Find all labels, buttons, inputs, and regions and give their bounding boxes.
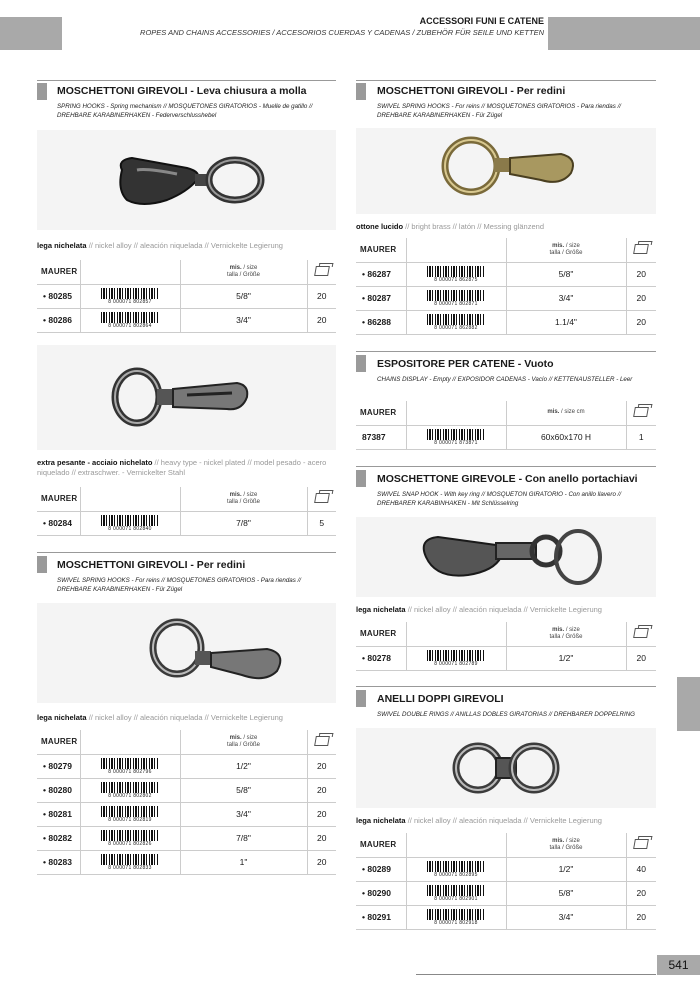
material-label [356,222,544,231]
size-header: mis. / size talla / Größe [506,238,626,262]
package-icon [307,730,336,754]
page-category-subtitle: ROPES AND CHAINS ACCESSORIES / ACCESORIOS CUERDAS Y CADENAS / ZUBEHÖR FÜR SEILE UND KETTEN [140,28,544,37]
material-name: ottone lucido [356,222,404,231]
table-row [356,646,656,670]
section-divider [37,552,336,553]
barcode: 8 000071 862875 [406,262,506,286]
brand-logo: MAURER [356,833,406,857]
section-description: CHAINS DISPLAY - Empty // EXPOSIDOR CADENAS - Vacío // KETTENAUSTELLER - Leer [377,376,633,383]
section-title: MOSCHETTONI GIREVOLI - Leva chiusura a molla [57,85,307,97]
material-translations: // heavy type - nickel plated // model pesado - acero niquelado // extraschwer. - Vernickelter Stahl [37,458,327,477]
product-code: • 80286 [37,308,80,332]
material-translations: // nickel alloy // aleación niquelada // Vernickelte Legierung [86,713,283,722]
header-right-bar [548,17,700,50]
package-icon [307,487,336,511]
pack-quantity: 20 [307,754,336,778]
size-header: mis. / size talla / Größe [180,487,307,511]
product-code: • 86287 [356,262,406,286]
section-marker [37,83,47,100]
product-size: 60x60x170 H [506,425,626,449]
product-table [356,833,656,930]
barcode: 8 000071 802833 [80,850,180,874]
size-header: mis. / size talla / Größe [506,833,626,857]
barcode: 8 000071 802840 [80,511,180,535]
table-row [37,778,336,802]
product-code: • 80281 [37,802,80,826]
pack-quantity: 20 [307,284,336,308]
pack-quantity: 20 [626,262,656,286]
material-name: lega nichelata [356,816,406,825]
product-size: 5/8" [506,881,626,905]
table-row [356,286,656,310]
product-size: 1.1/4" [506,310,626,334]
product-table [37,487,336,536]
product-code: • 80279 [37,754,80,778]
product-size: 7/8" [180,826,307,850]
brand-logo: MAURER [356,622,406,646]
table-row [37,308,336,332]
barcode: 8 000071 802901 [406,881,506,905]
table-row [356,857,656,881]
section-title: MOSCHETTONE GIREVOLE - Con anello portachiavi [377,473,638,485]
product-code: • 80282 [37,826,80,850]
section-marker [356,470,366,487]
material-name: lega nichelata [37,241,87,250]
page-category-title: ACCESSORI FUNI E CATENE [419,16,544,26]
product-code: • 80280 [37,778,80,802]
material-translations: // bright brass // latón // Messing glänzend [403,222,544,231]
table-row [37,826,336,850]
size-header: mis. / size cm [506,401,626,425]
brand-logo: MAURER [356,238,406,262]
product-code: • 80289 [356,857,406,881]
side-tab-marker [677,677,700,731]
product-photo-spring-hook [37,130,336,230]
barcode: 8 000071 802789 [406,646,506,670]
material-name: lega nichelata [356,605,406,614]
product-code: • 80278 [356,646,406,670]
table-row [356,905,656,929]
product-size: 1/2" [180,754,307,778]
material-name: lega nichelata [37,713,87,722]
section-description: SWIVEL SPRING HOOKS - For reins // MOSQUETONES GIRATORIOS - Para riendas // DREHBARE KARABINERHAKEN - Für Zügel [57,577,302,593]
barcode: 8 000071 802918 [406,905,506,929]
product-code: • 80283 [37,850,80,874]
product-code: • 80285 [37,284,80,308]
section-marker [356,690,366,707]
product-photo-key-ring-hook [356,517,656,597]
pack-quantity: 20 [307,802,336,826]
table-row [37,511,336,535]
table-row [356,310,656,334]
section-description: SPRING HOOKS - Spring mechanism // MOSQUETONES GIRATORIOS - Muelle de gatillo // DREHBARE KARABINERHAKEN - Federverschlusshebel [57,103,313,119]
pack-quantity: 20 [626,286,656,310]
section-divider [37,80,336,81]
section-title: ESPOSITORE PER CATENE - Vuoto [377,358,554,370]
size-header: mis. / size talla / Größe [180,730,307,754]
barcode: 8 000071 873871 [406,425,506,449]
section-title: MOSCHETTONI GIREVOLI - Per redini [57,559,246,571]
pack-quantity: 20 [307,850,336,874]
product-table [356,401,656,450]
product-table [356,622,656,671]
product-size: 5/8" [180,284,307,308]
table-row [356,262,656,286]
pack-quantity: 5 [307,511,336,535]
product-code: • 86288 [356,310,406,334]
barcode: 8 000071 802857 [80,284,180,308]
product-size: 1/2" [506,646,626,670]
pack-quantity: 20 [626,310,656,334]
product-photo-brass-hook [356,128,656,214]
size-header: mis. / size talla / Größe [180,260,307,284]
material-translations: // nickel alloy // aleación niquelada // Vernickelte Legierung [86,241,283,250]
package-icon [626,622,656,646]
pack-quantity: 20 [626,905,656,929]
page-number: 541 [657,955,700,975]
material-name: extra pesante - acciaio nichelato [37,458,153,467]
table-row [356,881,656,905]
product-size: 7/8" [180,511,307,535]
barcode: 8 000071 862882 [406,310,506,334]
package-icon [626,833,656,857]
barcode: 8 000071 802826 [80,826,180,850]
product-size: 1" [180,850,307,874]
product-size: 3/4" [506,286,626,310]
material-label [37,458,336,478]
material-label [356,605,602,614]
barcode: 8 000071 802895 [406,857,506,881]
section-description: SWIVEL DOUBLE RINGS // ANILLAS DOBLES GIRATORIAS // DREHBARER DOPPELRING [377,711,635,718]
product-code: • 80284 [37,511,80,535]
package-icon [307,260,336,284]
section-divider [356,686,656,687]
section-title: MOSCHETTONI GIREVOLI - Per redini [377,85,566,97]
section-description: SWIVEL SNAP HOOK - With key ring // MOSQUETON GIRATORIO - Con anillo llavero // DREHBARER KARABINHAKEN - Mit Schlüsselring [377,491,622,507]
product-code: • 80287 [356,286,406,310]
brand-logo: MAURER [37,730,80,754]
barcode: 8 000071 802802 [80,778,180,802]
product-size: 3/4" [506,905,626,929]
product-photo-rein-hook [37,603,336,703]
section-divider [356,466,656,467]
section-divider [356,351,656,352]
section-description: SWIVEL SPRING HOOKS - For reins // MOSQUETONES GIRATORIOS - Para riendas // DREHBARE KARABINERHAKEN - Für Zügel [377,103,622,119]
brand-logo: MAURER [37,260,80,284]
pack-quantity: 20 [307,778,336,802]
product-table [37,730,336,875]
material-label [37,713,283,722]
material-label [356,816,602,825]
footer-line [416,974,656,975]
product-photo-heavy-hook [37,345,336,450]
material-label [37,241,283,250]
section-marker [356,355,366,372]
barcode: 8 000071 802864 [80,308,180,332]
product-size: 3/4" [180,308,307,332]
pack-quantity: 20 [307,826,336,850]
pack-quantity: 20 [307,308,336,332]
header-left-bar [0,17,62,50]
product-code: • 80290 [356,881,406,905]
table-row [37,284,336,308]
brand-logo: MAURER [37,487,80,511]
barcode: 8 000071 802796 [80,754,180,778]
pack-quantity: 1 [626,425,656,449]
section-title: ANELLI DOPPI GIREVOLI [377,693,504,705]
table-row [37,802,336,826]
section-marker [37,556,47,573]
product-size: 5/8" [180,778,307,802]
pack-quantity: 40 [626,857,656,881]
product-photo-double-ring [356,728,656,808]
barcode: 8 000071 802819 [80,802,180,826]
product-code: 87387 [356,425,406,449]
product-table [37,260,336,333]
section-divider [356,80,656,81]
barcode: 8 000071 802871 [406,286,506,310]
pack-quantity: 20 [626,646,656,670]
product-code: • 80291 [356,905,406,929]
product-size: 3/4" [180,802,307,826]
material-translations: // nickel alloy // aleación niquelada // Vernickelte Legierung [405,605,602,614]
section-marker [356,83,366,100]
table-row [37,850,336,874]
table-row [37,754,336,778]
package-icon [626,401,656,425]
brand-logo: MAURER [356,401,406,425]
product-size: 5/8" [506,262,626,286]
pack-quantity: 20 [626,881,656,905]
table-row [356,425,656,449]
package-icon [626,238,656,262]
product-size: 1/2" [506,857,626,881]
material-translations: // nickel alloy // aleación niquelada // Vernickelte Legierung [405,816,602,825]
size-header: mis. / size talla / Größe [506,622,626,646]
product-table [356,238,656,335]
